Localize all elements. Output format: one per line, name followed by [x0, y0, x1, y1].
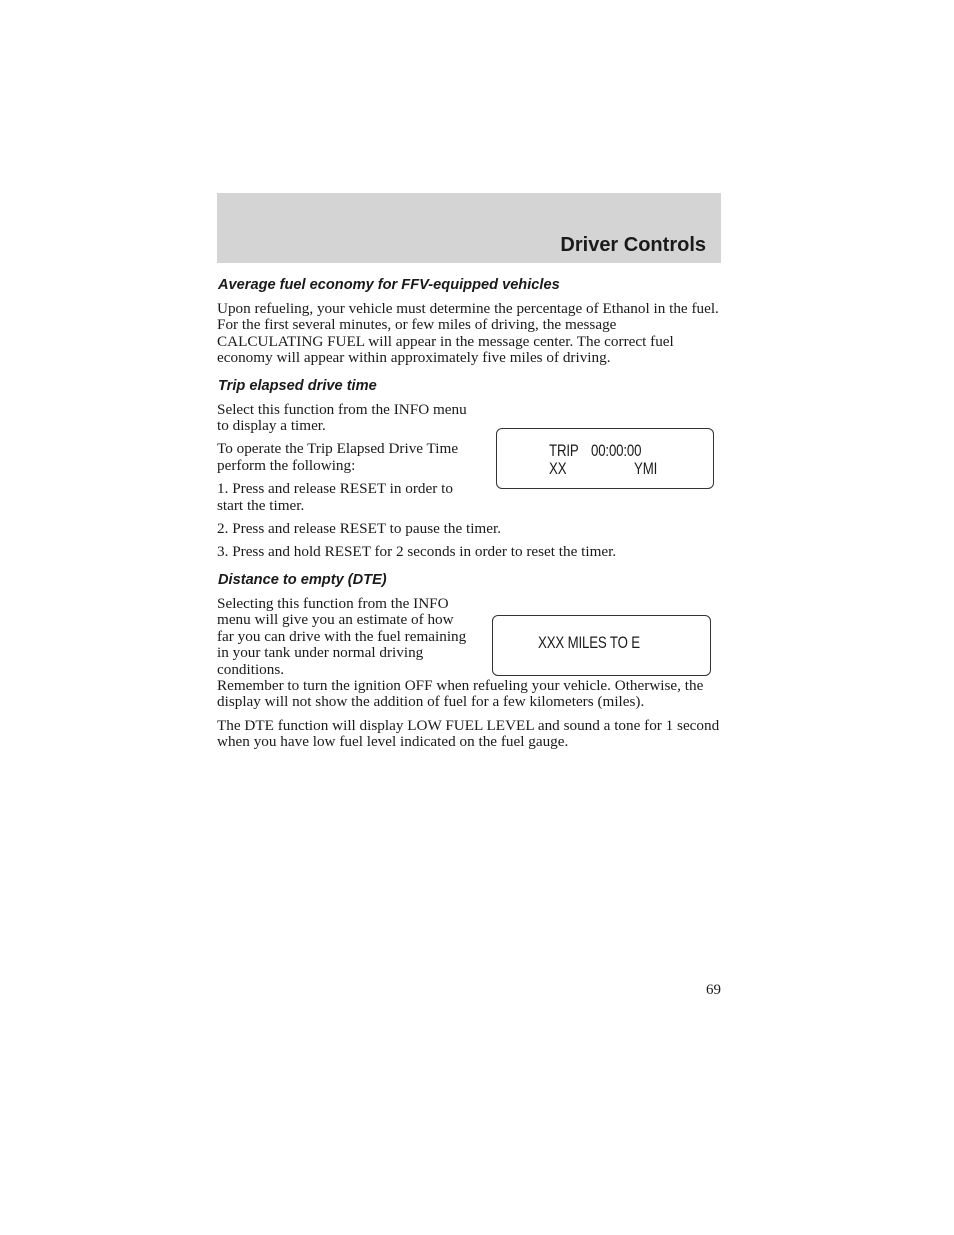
trip-distance-label: XX	[549, 459, 567, 478]
page-content	[217, 276, 721, 758]
step-3: 3. Press and hold RESET for 2 seconds in order to reset the timer.	[217, 543, 617, 561]
paragraph-trip-operate: To operate the Trip Elapsed Drive Time perform the following:	[217, 440, 459, 474]
step-1: 1. Press and release RESET in order to start the timer.	[217, 480, 453, 514]
trip-distance-unit: YMI	[634, 459, 658, 478]
paragraph-dte-select: Selecting this function from the INFO menu will give you an estimate of how far you can drive with the fuel remaining in your tank under normal driving conditions.	[217, 594, 467, 678]
dte-display	[492, 615, 711, 676]
page-number: 69	[706, 982, 721, 998]
heading-trip-elapsed: Trip elapsed drive time	[218, 377, 377, 394]
trip-timer-display	[496, 428, 714, 489]
heading-average-fuel-economy: Average fuel economy for FFV-equipped vehicles	[218, 277, 560, 293]
dte-display-text: XXX MILES TO E	[538, 633, 640, 652]
header-band	[217, 193, 721, 263]
trip-timer-value: 00:00:00	[591, 441, 642, 460]
heading-dte: Distance to empty (DTE)	[218, 571, 387, 588]
paragraph-dte-ignition: Remember to turn the ignition OFF when refueling your vehicle. Otherwise, the display will not show the addition of fuel for a few kilometers (miles).	[217, 676, 704, 711]
trip-label: TRIP	[549, 441, 579, 460]
paragraph-ffv: Upon refueling, your vehicle must determine the percentage of Ethanol in the fuel. For the first several minutes, or few miles of driving, the message CALCULATING FUEL will appear in the message center. The correct fuel economy will appear within approximately five miles of driving.	[217, 300, 719, 367]
step-2: 2. Press and release RESET to pause the timer.	[217, 520, 502, 538]
paragraph-trip-select: Select this function from the INFO menu to display a timer.	[217, 400, 467, 435]
section-title: Driver Controls	[560, 234, 706, 256]
paragraph-dte-low-fuel: The DTE function will display LOW FUEL LEVEL and sound a tone for 1 second when you have low fuel level indicated on the fuel gauge.	[217, 716, 720, 751]
